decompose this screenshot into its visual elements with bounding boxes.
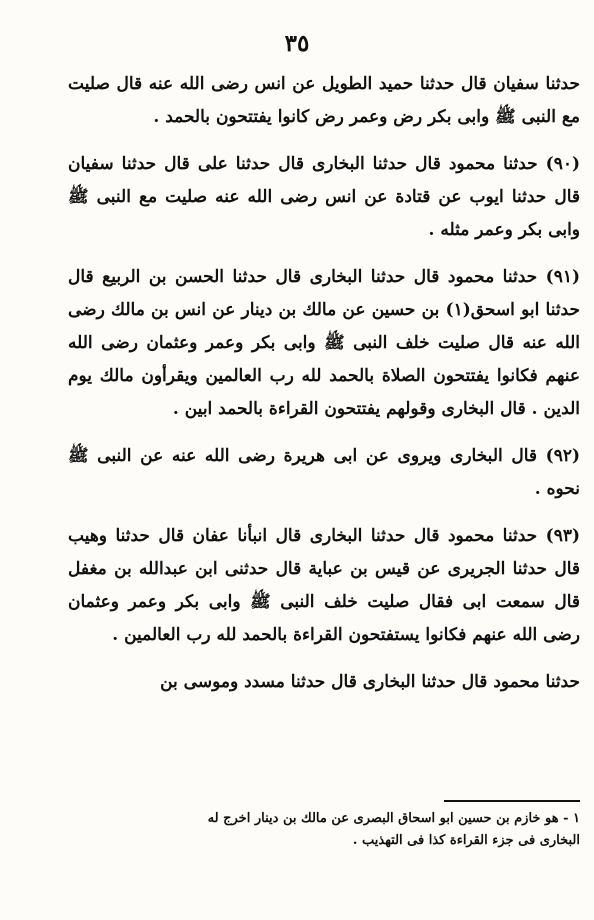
hadith-92: (٩٢) قال البخارى ويروى عن ابى هريرة رضى الله عنه عن النبى ﷺ نحوه .: [68, 446, 580, 499]
footnote: [70, 808, 580, 852]
footnote-line-2: البخارى فى جزء القراءة كذا فى التهذيب .: [352, 833, 580, 848]
paragraph-next: حدثنا محمود قال حدثنا البخارى قال حدثنا مسدد وموسى بن: [160, 672, 580, 692]
hadith-90: (٩٠) حدثنا محمود قال حدثنا البخارى قال حدثنا على قال حدثنا سفيان قال حدثنا ايوب عن قتادة عن انس رضى الله عنه صليت مع النبى ﷺ وابى بكر وعمر مثله .: [68, 154, 580, 240]
footnote-separator: [444, 800, 580, 802]
hadith-91: (٩١) حدثنا محمود قال حدثنا البخارى قال حدثنا الحسن بن الربيع قال حدثنا ابو اسحق(١) بن حسين عن مالك بن دينار عن انس بن مالك رضى الله عنه قال صليت خلف النبى ﷺ وابى بكر وعمر وعثمان رضى الله عنهم فكانوا يفتتحون الصلاة بالحمد لله رب العالمين ويقرأون مالك يوم الدين . قال البخارى وقولهم يفتتحون القراءة بالحمد ابين .: [68, 267, 580, 419]
paragraph-continuation: حدثنا سفيان قال حدثنا حميد الطويل عن انس رضى الله عنه قال صليت مع النبى ﷺ وابى بكر رض وعمر رض كانوا يفتتحون بالحمد .: [68, 74, 580, 127]
footnote-line-1: ١ - هو خازم بن حسين ابو اسحاق البصرى عن مالك بن دينار اخرج له: [207, 811, 580, 826]
page-number: ٣٥: [284, 30, 310, 57]
main-text: [68, 68, 580, 709]
hadith-93: (٩٣) حدثنا محمود قال حدثنا البخارى قال انبأنا عفان قال حدثنا وهيب قال حدثنا الجريرى عن قيس بن عباية قال حدثنى ابن عبدالله بن مغفل قال سمعت ابى فقال صليت خلف النبى ﷺ وابى بكر وعمر وعثمان رضى الله عنهم فكانوا يستفتحون القراءة بالحمد لله رب العالمين .: [68, 526, 580, 645]
